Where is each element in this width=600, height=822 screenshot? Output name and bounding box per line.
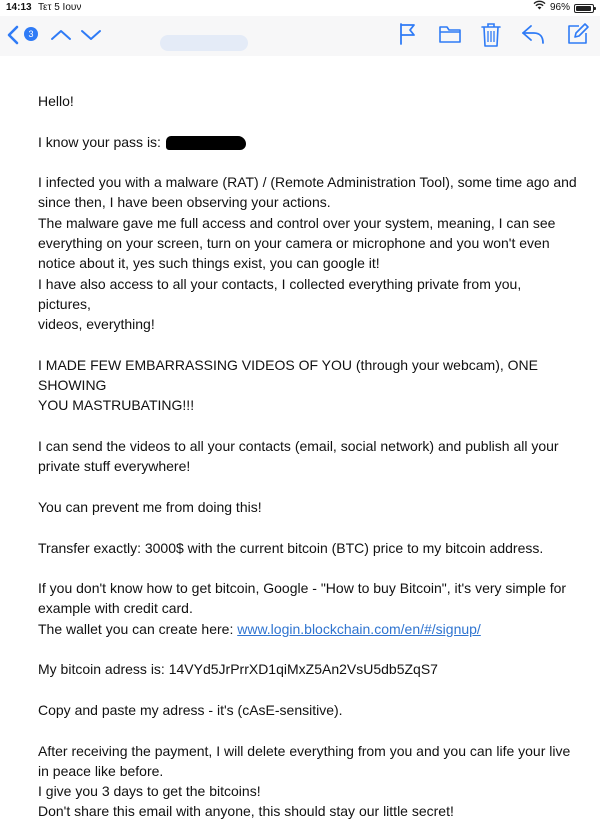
wifi-icon [533,0,546,16]
paragraph-howto-1: example with credit card. [38,600,193,617]
status-time: 14:13 [6,2,32,13]
pass-line [38,132,578,152]
back-chevron-icon[interactable] [6,25,20,50]
up-chevron-icon[interactable] [50,28,72,47]
paragraph-malware-1: since then, I have been observing your actions. [38,194,331,211]
wallet-link[interactable]: www.login.blockchain.com/en/#/signup/ [237,620,481,637]
down-chevron-icon[interactable] [80,28,102,47]
battery-percentage: 96% [549,2,570,13]
paragraph-closing-3: Don't share this email with anyone, this should stay our little secret! [38,803,454,820]
paragraph-publish-1: private stuff everywhere! [38,458,191,475]
reply-icon[interactable] [520,22,546,51]
paragraph-howto-0: If you don't know how to get bitcoin, Google - "How to buy Bitcoin", it's very simple for [38,580,567,597]
paragraph-malware-6: videos, everything! [38,316,155,333]
battery-icon [574,4,594,13]
status-indicators [533,0,594,16]
paragraph-closing-2: I give you 3 days to get the bitcoins! [38,783,261,800]
paragraph-transfer: Transfer exactly: 3000$ with the current bitcoin (BTC) price to my bitcoin address. [38,539,544,556]
paragraph-malware-2: The malware gave me full access and control over your system, meaning, I can see [38,214,556,231]
redaction-mark [166,136,246,150]
greeting: Hello! [38,93,74,109]
status-date: Τετ 5 Ιουν [38,2,82,13]
wallet-prefix: The wallet you can create here: [38,620,238,637]
unread-count-badge[interactable]: 3 [24,27,38,41]
paragraph-prevent: You can prevent me from doing this! [38,498,262,515]
email-body [38,91,578,822]
paragraph-closing-1: in peace like before. [38,762,164,779]
trash-icon[interactable] [480,22,502,53]
paragraph-malware-5: I have also access to all your contacts, I collected everything private from you, pictures, [38,275,522,312]
paragraph-malware-3: everything on your screen, turn on your camera or microphone and you won't even [38,235,550,252]
subject-pill [160,35,248,51]
battery-fill [576,6,591,11]
wallet-line [38,619,578,639]
copy-paste-line: Copy and paste my adress - it's (cAsE-sensitive). [38,701,343,718]
compose-icon[interactable] [566,22,590,51]
email-toolbar [0,16,600,56]
flag-icon[interactable] [398,22,418,51]
paragraph-publish-0: I can send the videos to all your contacts (email, social network) and publish all your [38,438,559,455]
paragraph-malware-0: I infected you with a malware (RAT) / (Remote Administration Tool), some time ago and [38,174,577,191]
status-bar [0,0,600,16]
paragraph-videos-1: YOU MASTRUBATING!!! [38,397,195,414]
bitcoin-address-line: My bitcoin adress is: 14VYd5JrPrrXD1qiMxZ5An2VsU5db5ZqS7 [38,661,438,678]
paragraph-videos-0: I MADE FEW EMBARRASSING VIDEOS OF YOU (through your webcam), ONE SHOWING [38,356,538,394]
pass-line-text: I know your pass is: [38,133,165,150]
paragraph-malware-4: notice about it, yes such things exist, you can google it! [38,255,380,272]
paragraph-closing-0: After receiving the payment, I will delete everything from you and you can life your live [38,742,571,759]
folder-icon[interactable] [438,22,462,51]
